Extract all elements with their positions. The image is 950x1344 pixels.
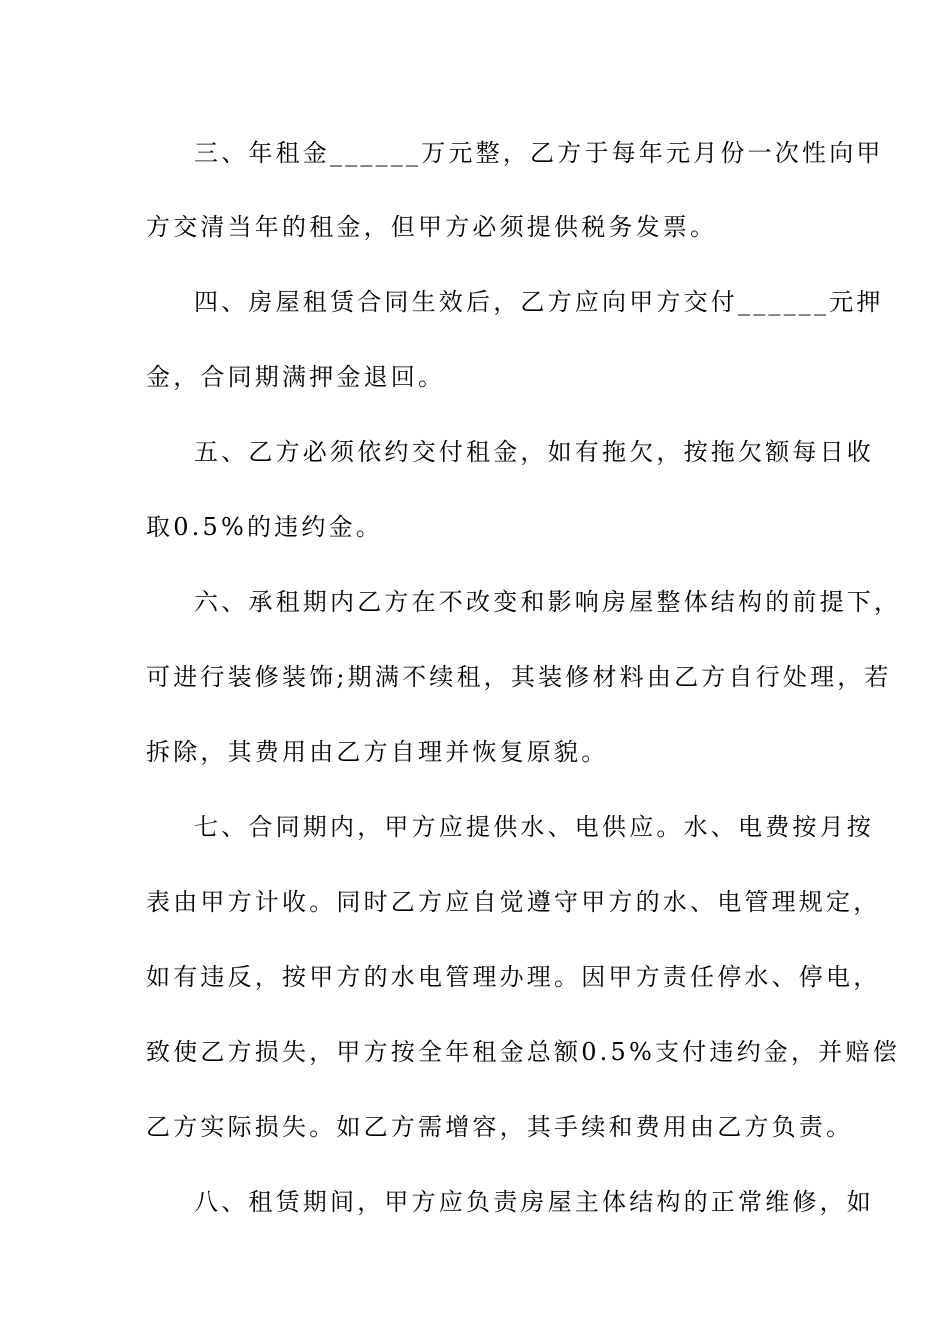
clause-5-line-2: 取0.5%的违约金。 xyxy=(146,513,383,541)
clause-6-line-3: 拆除，其费用由乙方自理并恢复原貌。 xyxy=(146,738,609,766)
clause-5-line-1: 五、乙方必须依约交付租金，如有拖欠，按拖欠额每日收 xyxy=(194,438,874,466)
clause-7-line-1: 七、合同期内，甲方应提供水、电供应。水、电费按月按 xyxy=(194,813,874,841)
clause-7-line-5: 乙方实际损失。如乙方需增容，其手续和费用由乙方负责。 xyxy=(146,1113,854,1141)
clause-3-line-1: 三、年租金______万元整，乙方于每年元月份一次性向甲 xyxy=(194,139,884,167)
clause-6-line-2: 可进行装修装饰;期满不续租，其装修材料由乙方自行处理，若 xyxy=(146,663,892,691)
clause-8-line-1: 八、租赁期间，甲方应负责房屋主体结构的正常维修，如 xyxy=(194,1188,874,1216)
clause-4-line-1: 四、房屋租赁合同生效后，乙方应向甲方交付______元押 xyxy=(194,288,884,316)
clause-7-line-4: 致使乙方损失，甲方按全年租金总额0.5%支付违约金，并赔偿 xyxy=(146,1038,900,1066)
clause-6-line-1: 六、承租期内乙方在不改变和影响房屋整体结构的前提下， xyxy=(194,588,902,616)
clause-3-line-2: 方交清当年的租金，但甲方必须提供税务发票。 xyxy=(146,213,718,241)
clause-4-line-2: 金，合同期满押金退回。 xyxy=(146,363,446,391)
clause-7-line-2: 表由甲方计收。同时乙方应自觉遵守甲方的水、电管理规定， xyxy=(146,888,881,916)
clause-7-line-3: 如有违反，按甲方的水电管理办理。因甲方责任停水、停电， xyxy=(146,963,881,991)
